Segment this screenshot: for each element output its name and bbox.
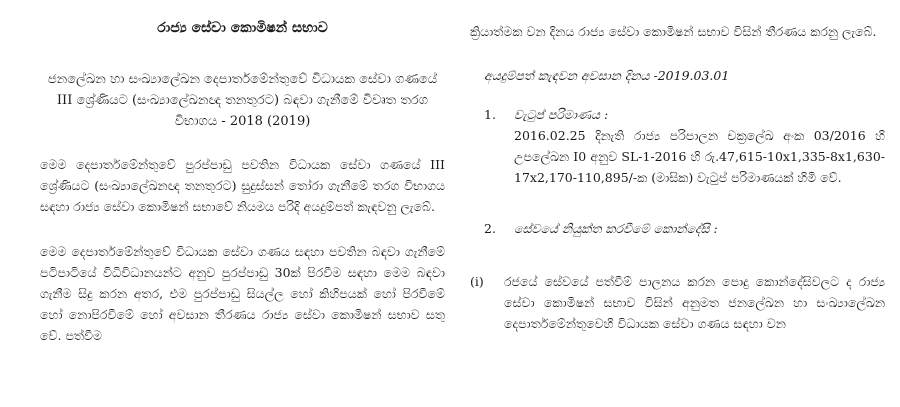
section-number: 2. bbox=[484, 221, 496, 236]
intro-paragraph: මෙම දෙපාර්තමේන්තුවේ පුරප්පාඩු පවතින විධායක සේවා ගණයේ III ශ්‍රේණියට (සංඛ්‍යාලේඛනඥ තනතුරට) සුදුස්සන් තෝරා ගැනීමේ තරග විභාගය සඳහා රාජ්‍ය සේවා කොමිෂන් සභාවේ නියමය පරිදි අයදුම්පත් කැඳවනු ලැබේ. bbox=[40, 157, 445, 214]
continuation-paragraph: ක්‍රියාත්මක වන දිනය රාජ්‍ය සේවා කොමිෂන් සභාව විසින් තීරණය කරනු ලැබේ. bbox=[470, 24, 877, 39]
left-column bbox=[40, 0, 445, 346]
vacancies-paragraph: මෙම දෙපාර්තමේන්තුවේ විධායක සේවා ගණය සඳහා පවතින බඳවා ගැනීමේ පටිපාටියේ විධිවිධානයන්ට අනුව පුරප්පාඩු 30ක් පිරවීම සඳහා මෙම බඳවා ගැනීම සිදු කරන අතර, එම පුරප්පාඩු සියල්ල හෝ කිහිපයක් හෝ පිරවීමේ හෝ නොපිරවීමේ හෝ අවසාන තීරණය රාජ්‍ය සේවා කොමිෂන් සභාව සතු වේ. පත්වීම bbox=[40, 244, 445, 343]
document-heading: රාජ්‍ය සේවා කොමිෂන් සභාව bbox=[157, 20, 328, 36]
subsection-i bbox=[470, 271, 885, 334]
section-salary-scale bbox=[470, 104, 885, 188]
subsection-number: (i) bbox=[470, 274, 484, 289]
section-label: වැටුප් පරිමාණය : bbox=[514, 107, 609, 122]
exam-title: ජනලේඛන හා සංඛ්‍යාලේඛන දෙපාර්තමේන්තුවේ විධායක සේවා ගණයේ III ශ්‍රේණියට (සංඛ්‍යාලේඛනඥ තනතුරට) බඳවා ගැනීමේ විවෘත තරග විභාගය - 2018 (2019) bbox=[47, 72, 438, 129]
right-column bbox=[470, 0, 885, 334]
application-deadline: අයදුම්පත් කැඳවන අවසාන දිනය -2019.03.01 bbox=[484, 68, 730, 83]
section-service-conditions bbox=[470, 218, 885, 239]
subsection-text: රජයේ සේවයේ පත්වීම් පාලනය කරන පොදු කොන්දේසිවලට ද රාජ්‍ය සේවා කොමිෂන් සභාව විසින් අනුමත ජනලේඛන හා සංඛ්‍යාලේඛන දෙපාර්තමේන්තුවෙහි විධායක සේවා ගණය සඳහා වන bbox=[504, 274, 885, 331]
section-text: 2016.02.25 දිනැති රාජ්‍ය පරිපාලන චක්‍රලේඛ අංක 03/2016 හි උපලේඛන I0 අනුව SL-1-2016 හි රු.47,615-10x1,335-8x1,630-17x2,170-110,895/-ක (මාසික) වැටුප් පරිමාණයක් හිමි වේ. bbox=[514, 128, 885, 185]
section-number: 1. bbox=[484, 107, 496, 122]
section-label: සේවයේ නියුක්ත කරවීමේ කොන්දේසි : bbox=[514, 221, 718, 236]
